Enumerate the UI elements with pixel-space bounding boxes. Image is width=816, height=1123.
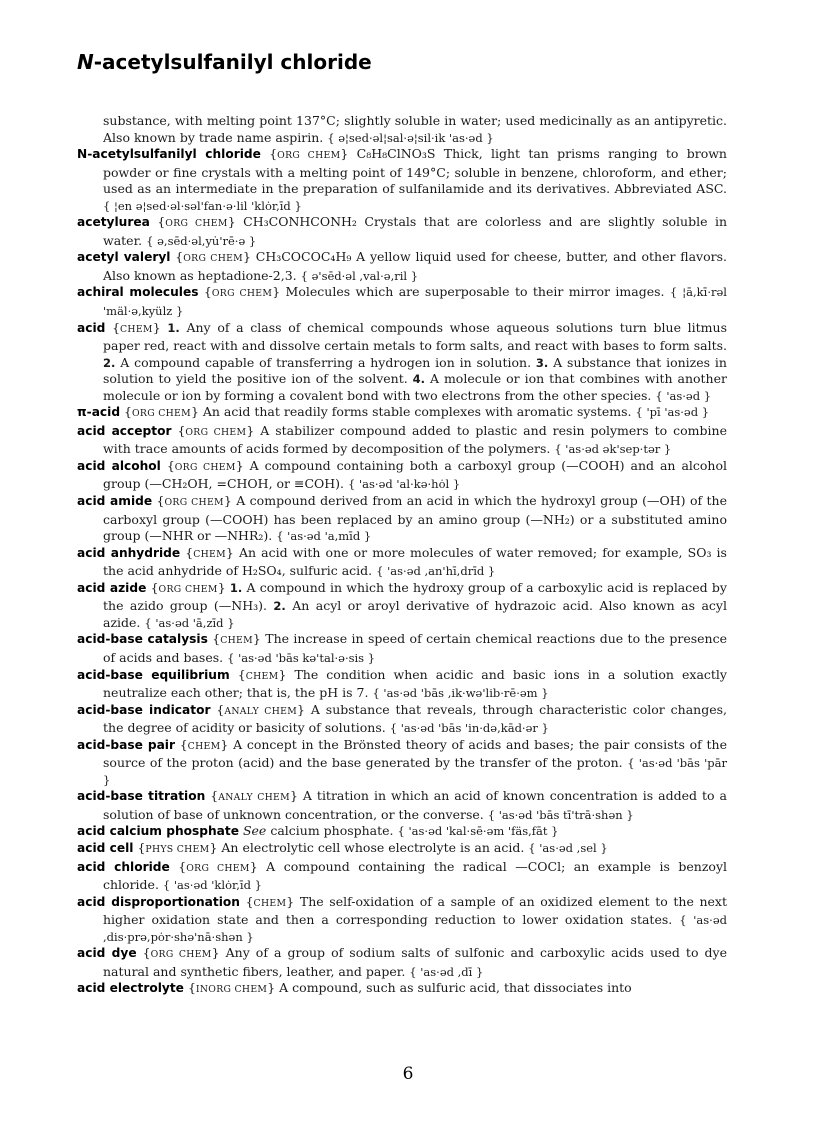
entry-term: acid-base equilibrium [77, 667, 230, 682]
entry-term: acid dye [77, 946, 137, 961]
entry-definition: A concept in the Brönsted theory of acids and bases; the pair consists of the source of the proton (acid) and the base generated by the transfer of the proton. [103, 736, 727, 771]
entry-definition: The increase in speed of certain chemical reactions due to the presence of acids and bases. [103, 631, 727, 665]
entry-subject: INORG CHEM [195, 984, 268, 996]
entry-pronunciation: { 'as·əd } [655, 388, 712, 403]
entry-definition: calcium phosphate. [270, 823, 394, 839]
entry-definition: An electrolytic cell whose electrolyte is an acid. [221, 839, 525, 855]
dictionary-entry: acid dye {ORG CHEM} Any of a group of sodium salts of sulfonic and carboxylic acids used to dye natural and synthetic fibers, leather, and paper. { 'as·əd ,dī } [77, 945, 727, 979]
dictionary-entry: acid-base equilibrium {CHEM} The condition when acidic and basic ions in a solution exactly neutralize each other; that is, the pH is 7. { 'as·əd 'bās ,ik·wə'lib·rē·əm } [77, 666, 727, 701]
entry-see: See [242, 823, 267, 839]
entry-subject: ANALY CHEM [224, 705, 298, 717]
entry-subject: CHEM [245, 670, 279, 682]
dictionary-entry: acetylurea {ORG CHEM} CH₃CONHCONH₂ Crystals that are colorless and are slightly soluble in water. { ə,sēd·əl,yu̇'rē·ə } [77, 214, 728, 248]
entry-pronunciation: { 'as·əd ,dī } [409, 964, 484, 979]
entry-term: acid azide [77, 580, 147, 595]
entry-pronunciation: { 'as·əd 'klȯr,īd } [162, 878, 262, 893]
sense-number: 2. [103, 355, 116, 370]
entry-pronunciation: { ə'sēd·əl ,val·ə,ril } [300, 268, 419, 283]
dictionary-entry: acid amide {ORG CHEM} A compound derived from an acid in which the hydroxyl group (—OH) of the carboxyl group (—COOH) has been replaced by an amino group (—NH₂) or a substituted amino group (—NHR or —NHR₂). { 'as·əd 'a,mīd } [77, 493, 727, 544]
entry-subject: CHEM [120, 323, 153, 335]
entry-subject: CHEM [253, 897, 287, 909]
page-number: 6 [402, 1064, 414, 1084]
entry-definition: A compound, such as sulfuric acid, that dissociates into [279, 980, 632, 996]
entry-term: acid amide [77, 494, 153, 509]
entry-term: acetyl valeryl [77, 250, 171, 265]
sense-text: An acyl or aroyl derivative of hydrazoic acid. Also known as acyl azide. [103, 598, 727, 630]
dictionary-entry: acid-base indicator {ANALY CHEM} A substance that reveals, through characteristic color changes, the degree of acidity or basicity of solutions. { 'as·əd 'bās 'in·də,kād·ər } [77, 701, 727, 736]
entry-pronunciation: { 'as·əd ,sel } [528, 840, 608, 855]
dictionary-entry [77, 823, 727, 840]
dictionary-entry: acid-base pair {CHEM} A concept in the Brönsted theory of acids and bases; the pair consists of the source of the proton (acid) and the base generated by the transfer of the proton. { 'as·əd 'bās 'pār } [77, 736, 728, 787]
dictionary-entries [77, 113, 727, 999]
dictionary-entry: acetyl valeryl {ORG CHEM} CH₃COCOC₄H₉ A yellow liquid used for cheese, butter, and other flavors. Also known as heptadione-2,3. { ə'sēd·əl ,val·ə,ril } [77, 249, 727, 283]
entry-term: acid calcium phosphate [77, 824, 239, 839]
dictionary-entry: acid-base titration {ANALY CHEM} A titration in which an acid of known concentration is added to a solution of base of unknown concentration, or the converse. { 'as·əd 'bās tī'trā·shən } [77, 788, 727, 822]
entry-definition: A substance that reveals, through characteristic color changes, the degree of acidity or basicity of solutions. [103, 701, 727, 736]
entry-subject: PHYS CHEM [145, 843, 210, 855]
header-prefix: N [77, 50, 94, 74]
entry-pronunciation: { 'as·əd 'bās 'pār } [103, 756, 728, 787]
dictionary-entry: acid anhydride {CHEM} An acid with one or more molecules of water removed; for example, SO₃ is the acid anhydride of H₂SO₄, sulfuric acid. { 'as·əd ,an'hī,drīd } [77, 544, 727, 579]
entry-pronunciation: { 'as·əd ək'sep·tər } [554, 442, 672, 457]
dictionary-entry: acid azide {ORG CHEM} 1. A compound in which the hydroxy group of a carboxylic acid is replaced by the azido group (—NH₃). 2. An acyl or aroyl derivative of hydrazoic acid. Also known as acyl azide. { 'as·əd 'ā,zīd } [77, 579, 727, 630]
entry-term: acid [77, 320, 106, 335]
entry-term: π-acid [77, 405, 121, 420]
entry-subject: ORG CHEM [165, 218, 228, 230]
entry-term: acid-base catalysis [77, 632, 208, 647]
entry-subject: ORG CHEM [164, 497, 224, 509]
entry-definition: A compound containing the radical —COCl; an example is benzoyl chloride. [103, 858, 727, 893]
sense-number: 1. [229, 580, 243, 595]
entry-pronunciation: { 'as·əd 'bās tī'trā·shən } [487, 807, 634, 822]
sense-text: A substance that ionizes in solution to yield the positive ion of the solvent. [103, 354, 727, 387]
entry-definition: substance, with melting point 137°C; slightly soluble in water; used medicinally as an antipyretic. Also known by trade name aspirin. [103, 113, 727, 145]
entry-pronunciation: { 'as·əd 'kal·sē·əm 'fäs,fāt } [397, 824, 559, 839]
entry-pronunciation: { 'as·əd 'bās ,ik·wə'lib·rē·əm } [372, 686, 549, 701]
dictionary-entry: π-acid {ORG CHEM} An acid that readily forms stable complexes with aromatic systems. { 'pī 'as·əd } [77, 404, 710, 420]
entry-term: acid-base pair [77, 737, 175, 752]
entry-subject: ORG CHEM [185, 426, 247, 438]
entry-definition: Molecules which are superposable to their mirror images. [285, 284, 665, 300]
entry-definition: The condition when acidic and basic ions in a solution exactly neutralize each other; that is, the pH is 7. [103, 666, 727, 701]
dictionary-entry: N-acetylsulfanilyl chloride {ORG CHEM} C₈H₈ClNO₃S Thick, light tan prisms ranging to brown powder or fine crystals with a melting point of 149°C; soluble in benzene, chloroform, and ether; used as an intermediate in the preparation of sulfanilamide and its derivatives. Abbreviated ASC. { ¦en ə¦sed·əl·səl'fan·ə·lil 'klȯr,īd } [77, 146, 727, 213]
entry-term: N-acetylsulfanilyl chloride [77, 147, 261, 162]
dictionary-entry: acid chloride {ORG CHEM} A compound containing the radical —COCl; an example is benzoyl chloride. { 'as·əd 'klȯr,īd } [77, 858, 727, 893]
entry-term: acid acceptor [77, 423, 172, 438]
sense-number: 2. [273, 599, 286, 614]
entry-definition: A stabilizer compound added to plastic and resin polymers to combine with trace amounts of acids formed by decomposition of the polymers. [103, 422, 727, 457]
entry-pronunciation: { 'as·əd ,an'hī,drīd } [376, 564, 496, 579]
sense-number: 3. [535, 355, 549, 370]
entry-term: acetylurea [77, 215, 150, 230]
entry-definition: An acid with one or more molecules of water removed; for example, SO₃ is the acid anhydride of H₂SO₄, sulfuric acid. [103, 544, 727, 579]
entry-pronunciation: { 'as·əd 'bās 'in·də,kād·ər } [389, 721, 549, 736]
dictionary-entry: acid {CHEM} 1. Any of a class of chemical compounds whose aqueous solutions turn blue litmus paper red, react with and dissolve certain metals to form salts, and react with bases to form salts. 2. A compound capable of transferring a hydrogen ion in solution. 3. A substance that ionizes in solution to yield the positive ion of the solvent. 4. A molecule or ion that combines with another molecule or ion by forming a covalent bond with two electrons from the other species. { 'as·əd } [77, 319, 727, 403]
dictionary-entry: acid disproportionation {CHEM} The self-oxidation of a sample of an oxidized element to the next higher oxidation state and then a corresponding reduction to lower oxidation states. { 'as·əd ,dis·prə,pȯr·shə'nā·shən } [77, 893, 727, 944]
entry-pronunciation: { ə,sēd·əl,yu̇'rē·ə } [146, 233, 257, 248]
sense-text: Any of a class of chemical compounds whose aqueous solutions turn blue litmus paper red, react with and dissolve certain metals to form salts, and react with bases to form salts. [103, 319, 727, 354]
entry-subject: ORG CHEM [150, 949, 212, 961]
dictionary-entry: acid-base catalysis {CHEM} The increase in speed of certain chemical reactions due to the presence of acids and bases. { 'as·əd 'bās kə'tal·ə·sis } [77, 631, 727, 665]
entry-pronunciation: { 'as·əd 'al·kə·hȯl } [348, 477, 461, 492]
entry-pronunciation: { 'as·əd ,dis·prə,pȯr·shə'nā·shən } [103, 913, 727, 944]
sense-text: A compound capable of transferring a hydrogen ion in solution. [120, 354, 532, 370]
entry-term: acid-base indicator [77, 702, 211, 717]
entry-term: acid chloride [77, 859, 170, 874]
running-header [77, 50, 372, 74]
entry-subject: ORG CHEM [277, 150, 341, 162]
entry-subject: ORG CHEM [186, 862, 250, 874]
entry-subject: CHEM [193, 548, 226, 560]
entry-subject: ORG CHEM [211, 288, 273, 300]
entry-subject: ORG CHEM [183, 253, 244, 265]
entry-subject: ORG CHEM [174, 461, 236, 473]
entry-term: achiral molecules [77, 285, 199, 300]
entry-term: acid-base titration [77, 789, 206, 804]
entry-pronunciation: { ¦ā,kī·rəl 'mäl·ə,kyülz } [103, 285, 727, 319]
sense-number: 1. [167, 320, 180, 335]
entry-subject: CHEM [187, 740, 221, 752]
sense-text: A compound in which the hydroxy group of a carboxylic acid is replaced by the azido group (—NH₃). [103, 579, 727, 614]
entry-definition: Any of a group of sodium salts of sulfonic and carboxylic acids used to dye natural and synthetic fibers, leather, and paper. [103, 945, 727, 979]
entry-term: acid disproportionation [77, 894, 240, 909]
entry-definition: A compound containing both a carboxyl group (—COOH) and an alcohol group (—CH₂OH, =CHOH, or ≡COH). [103, 457, 727, 492]
entry-term: acid electrolyte [77, 981, 184, 996]
entry-subject: ORG CHEM [158, 583, 218, 595]
entry-pronunciation: { ¦en ə¦sed·əl·səl'fan·ə·lil 'klȯr,īd } [103, 198, 302, 213]
entry-pronunciation: { 'as·əd 'a,mīd } [276, 529, 372, 544]
entry-pronunciation: { 'as·əd 'ā,zīd } [144, 615, 235, 630]
entry-definition: CH₃CONHCONH₂ Crystals that are colorless and are slightly soluble in water. [103, 214, 728, 248]
header-rest: -acetylsulfanilyl chloride [93, 50, 372, 74]
entry-term: acid alcohol [77, 458, 161, 473]
sense-text: A molecule or ion that combines with another molecule or ion by forming a covalent bond with two electrons from the other species. [103, 371, 727, 403]
entry-pronunciation: { 'pī 'as·əd } [635, 405, 710, 420]
entry-definition: A compound derived from an acid in which the hydroxyl group (—OH) of the carboxyl group (—COOH) has been replaced by an amino group (—NH₂) or a substituted amino group (—NHR or —NHR₂). [103, 493, 727, 544]
entry-pronunciation: { ə¦sed·əl¦sal·ə¦sil·ik 'as·əd } [327, 130, 494, 145]
entry-term: acid anhydride [77, 545, 181, 560]
entry-subject: CHEM [220, 635, 253, 647]
dictionary-entry [77, 113, 727, 146]
dictionary-entry: acid alcohol {ORG CHEM} A compound containing both a carboxyl group (—COOH) and an alcohol group (—CH₂OH, =CHOH, or ≡COH). { 'as·əd 'al·kə·hȯl } [77, 457, 727, 492]
entry-definition: CH₃COCOC₄H₉ A yellow liquid used for cheese, butter, and other flavors. Also known as heptadione-2,3. [103, 249, 727, 283]
entry-definition: An acid that readily forms stable complexes with aromatic systems. [202, 404, 632, 420]
entry-pronunciation: { 'as·əd 'bās kə'tal·ə·sis } [227, 650, 376, 665]
dictionary-entry: acid cell {PHYS CHEM} An electrolytic cell whose electrolyte is an acid. { 'as·əd ,sel } [77, 839, 608, 855]
entry-definition: The self-oxidation of a sample of an oxidized element to the next higher oxidation state and then a corresponding reduction to lower oxidation states. [103, 893, 727, 928]
entry-subject: ANALY CHEM [218, 792, 290, 804]
entry-definition: C₈H₈ClNO₃S Thick, light tan prisms ranging to brown powder or fine crystals with a melting point of 149°C; soluble in benzene, chloroform, and ether; used as an intermediate in the preparation of sulfanilamide and its derivatives. Abbreviated ASC. [103, 146, 727, 197]
dictionary-entry: acid electrolyte {INORG CHEM} A compound, such as sulfuric acid, that dissociates into [77, 980, 632, 996]
entry-definition: A titration in which an acid of known concentration is added to a solution of base of unknown concentration, or the converse. [103, 788, 727, 822]
sense-number: 4. [412, 372, 426, 387]
dictionary-entry: achiral molecules {ORG CHEM} Molecules which are superposable to their mirror images. { ¦ā,kī·rəl 'mäl·ə,kyülz } [77, 284, 727, 319]
entry-term: acid cell [77, 840, 134, 855]
entry-subject: ORG CHEM [132, 408, 191, 420]
dictionary-entry: acid acceptor {ORG CHEM} A stabilizer compound added to plastic and resin polymers to combine with trace amounts of acids formed by decomposition of the polymers. { 'as·əd ək'sep·tər } [77, 422, 727, 457]
